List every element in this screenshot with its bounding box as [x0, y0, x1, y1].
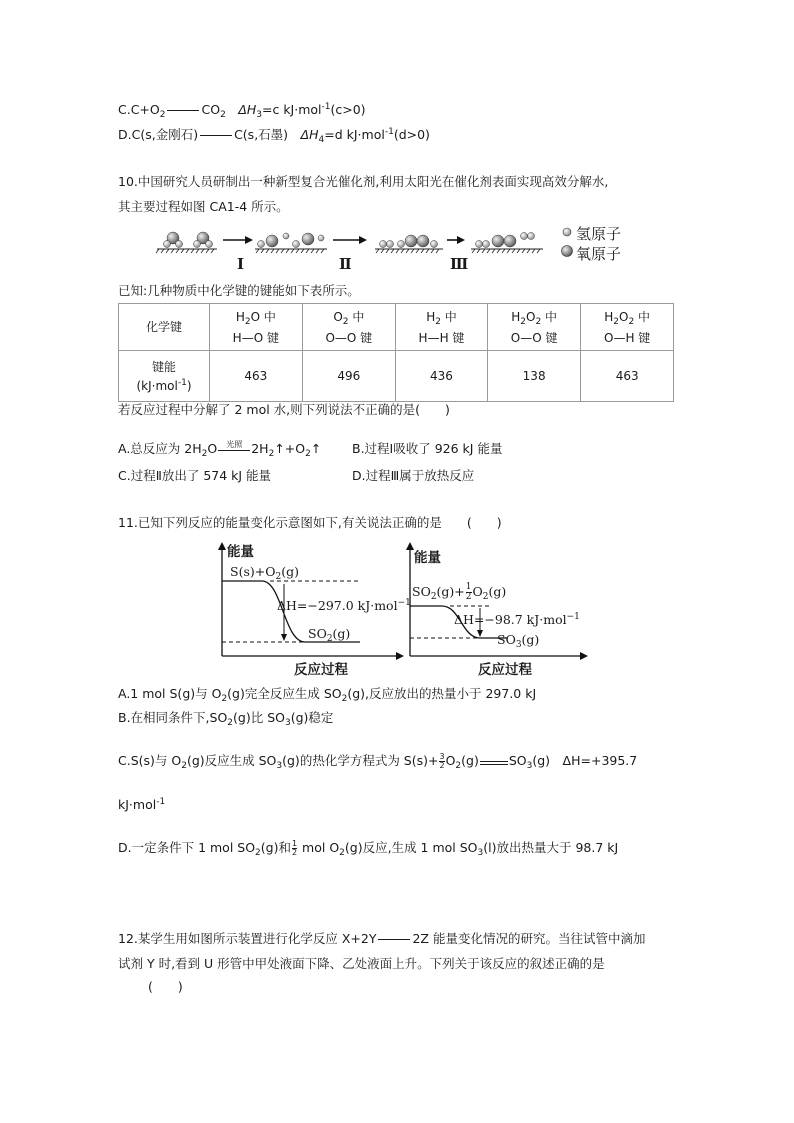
diagram1-reactant: $S(s)+O_2(g)$: [230, 564, 299, 582]
legend-hydrogen: 氢原子: [576, 225, 622, 243]
q12-stem-line2: 试剂 Y 时,看到 U 形管中甲处液面下降、乙处液面上升。下列关于该反应的叙述正确的是: [118, 956, 605, 971]
diagram1-y-label: 能量: [227, 544, 254, 560]
table-cell: 496: [302, 351, 395, 402]
diagram2-y-label: 能量: [414, 550, 441, 566]
table-cell: 463: [581, 351, 674, 402]
table-cell: $H_2O_2$ 中 O—O 键: [487, 304, 580, 351]
row-header-energy: 键能 (kJ·mol$^{-1}$): [119, 351, 210, 402]
separated-atoms-icon: [258, 233, 325, 248]
q12-stem-line3: ( ): [148, 979, 183, 994]
q9-option-d: D.C(s,金刚石) C(s,石墨) $\Delta H_4=d$ kJ·mol$^{-1}$(d>0): [118, 127, 430, 145]
table-cell: $H_2$ 中 H—H 键: [396, 304, 488, 351]
diagram1-x-label: 反应过程: [294, 662, 348, 678]
diagram1-dh: ΔH=−297.0 kJ·mol$^{-1}$: [277, 598, 411, 613]
table-cell: 436: [396, 351, 488, 402]
q10-stem-line2: 其主要过程如图 CA1-4 所示。: [118, 199, 289, 214]
oxygen-atom-icon: [562, 246, 573, 257]
q10-option-a: A.总反应为 $2H_2O$ 光照 $2H_2↑+O_2↑$: [118, 439, 322, 459]
table-cell: $H_2O_2$ 中 O—H 键: [581, 304, 674, 351]
diagram2-product: $SO_3(g)$: [497, 632, 540, 650]
h2-h2o2-molecules-icon: [380, 235, 438, 248]
q10-stem-line1: 10.中国研究人员研制出一种新型复合光催化剂,利用太阳光在催化剂表面实现高效分解水,: [118, 174, 609, 189]
table-row: [119, 351, 674, 402]
q10-option-c: C.过程Ⅱ放出了 574 kJ 能量: [118, 468, 272, 483]
bond-energy-table: [118, 303, 674, 402]
q11-option-a: A.1 mol S(g)与 $O_2(g)$完全反应生成 $SO_2(g)$,反应放出的热量小于 297.0 kJ: [118, 686, 537, 704]
step-label-3: Ⅲ: [450, 255, 469, 273]
q11-option-c: C.S(s)与 $O_2(g)$反应生成 $SO_3(g)$的热化学方程式为 S(s)+ $\frac{3}{2}$ $O_2(g)$ $SO_3(g)$ ΔH=+395.7: [118, 752, 638, 771]
table-cell: 138: [487, 351, 580, 402]
step-label-1: Ⅰ: [237, 255, 245, 273]
hydrogen-atom-icon: [563, 228, 571, 236]
q10-question: 若反应过程中分解了 2 mol 水,则下列说法不正确的是( ): [118, 402, 450, 417]
q11-option-c-line2: kJ·mol$^{-1}$: [118, 797, 166, 812]
diagram2-x-label: 反应过程: [478, 662, 532, 678]
h2-o2-molecules-icon: [476, 233, 535, 248]
q11-stem: 11.已知下列反应的能量变化示意图如下,有关说法正确的是 ( ): [118, 515, 502, 530]
water-molecule-icon: [164, 232, 213, 248]
water-splitting-process-figure: [155, 224, 635, 276]
step-label-2: Ⅱ: [339, 255, 352, 273]
q10-option-b: B.过程Ⅰ吸收了 926 kJ 能量: [352, 441, 503, 456]
table-cell: $H_2O$ 中 H—O 键: [210, 304, 303, 351]
table-cell: $O_2$ 中 O—O 键: [302, 304, 395, 351]
row-header-bond: 化学键: [119, 304, 210, 351]
q11-option-d: D.一定条件下 1 mol $SO_2(g)$和 $\frac{1}{2}$ mol $O_2(g)$反应,生成 1 mol $SO_3(l)$放出热量大于 98.7 kJ: [118, 839, 619, 858]
q12-stem-line1: 12.某学生用如图所示装置进行化学反应 X+2Y 2Z 能量变化情况的研究。当往试管中滴加: [118, 931, 646, 946]
q10-known: 已知:几种物质中化学键的键能如下表所示。: [118, 283, 360, 298]
diagram2-reactant: $SO_2(g)+$ $\frac{1}{2}$ $O_2(g)$: [412, 582, 507, 602]
table-cell: 463: [210, 351, 303, 402]
q9-option-c: $C.C+O_2$ $CO_2$ $\Delta H_3=c$ kJ·mol$^{-1}$(c>0): [118, 102, 366, 120]
q11-option-b: B.在相同条件下$,SO_2(g)$比 $SO_3(g)$稳定: [118, 710, 334, 728]
diagram1-product: $SO_2(g)$: [308, 626, 351, 644]
q10-option-d: D.过程Ⅲ属于放热反应: [352, 468, 475, 483]
legend-oxygen: 氧原子: [576, 245, 622, 263]
table-row: [119, 304, 674, 351]
diagram2-dh: ΔH=−98.7 kJ·mol$^{-1}$: [454, 612, 580, 627]
